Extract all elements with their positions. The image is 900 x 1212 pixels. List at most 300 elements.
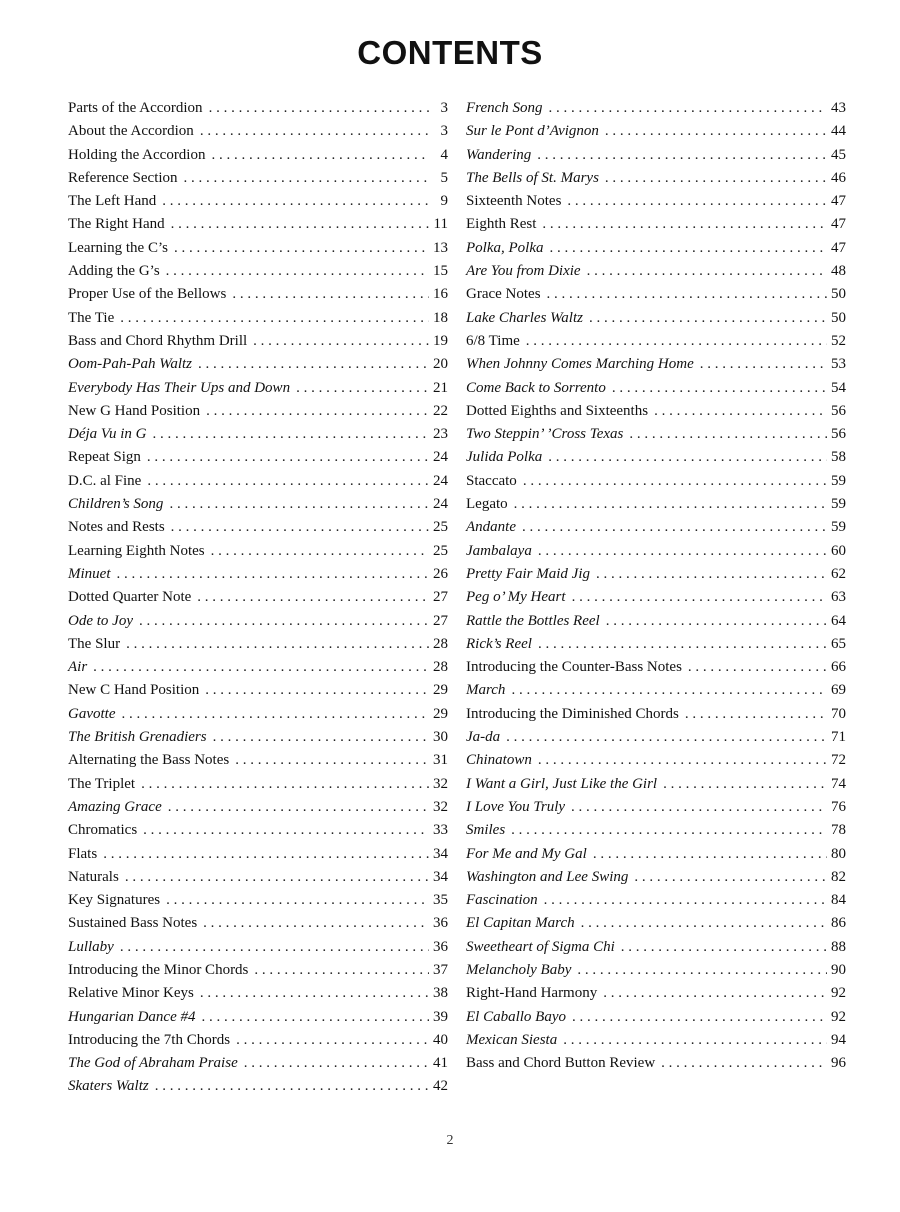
toc-entry-page: 64 [831, 612, 846, 629]
toc-entry-page: 4 [440, 146, 448, 163]
toc-entry [68, 423, 448, 446]
dot-leader [126, 633, 429, 656]
toc-entry [466, 866, 846, 889]
dot-leader [232, 283, 429, 306]
toc-entry-title: Oom-Pah-Pah Waltz [68, 356, 193, 373]
toc-entry [68, 610, 448, 633]
dot-leader [603, 982, 827, 1005]
toc-entry-title: Reference Section [68, 169, 178, 186]
toc-entry [68, 377, 448, 400]
toc-entry-page: 69 [831, 682, 846, 699]
toc-entry [466, 470, 846, 493]
dot-leader [572, 586, 827, 609]
toc-entry [466, 493, 846, 516]
toc-entry-page: 15 [433, 263, 448, 280]
toc-entry [68, 586, 448, 609]
dot-leader [621, 936, 827, 959]
dot-leader [166, 260, 429, 283]
dot-leader [685, 703, 827, 726]
toc-entry-page: 65 [831, 635, 846, 652]
toc-entry-page: 63 [831, 589, 846, 606]
dot-leader [200, 120, 429, 143]
dot-leader [581, 912, 827, 935]
toc-entry-title: Children’s Song [68, 496, 164, 513]
dot-leader [205, 679, 429, 702]
dot-leader [141, 773, 429, 796]
dot-leader [538, 633, 827, 656]
toc-entry-title: Smiles [466, 822, 506, 839]
dot-leader [605, 167, 827, 190]
toc-entry-title: Relative Minor Keys [68, 985, 194, 1002]
toc-entry-title: Gavotte [68, 705, 116, 722]
toc-left-column [68, 97, 448, 1099]
toc-entry-title: Wandering [466, 146, 532, 163]
toc-entry [68, 703, 448, 726]
toc-entry-page: 24 [433, 472, 448, 489]
toc-entry-title: New G Hand Position [68, 402, 201, 419]
toc-entry [466, 1006, 846, 1029]
toc-entry [68, 796, 448, 819]
toc-entry-page: 92 [831, 1008, 846, 1025]
toc-entry-title: The Triplet [68, 775, 136, 792]
toc-entry-title: Minuet [68, 565, 111, 582]
dot-leader [171, 516, 429, 539]
toc-entry [466, 423, 846, 446]
toc-entry-page: 5 [440, 169, 448, 186]
dot-leader [542, 213, 827, 236]
dot-leader [209, 97, 429, 120]
toc-entry-title: 6/8 Time [466, 332, 520, 349]
dot-leader [538, 540, 827, 563]
dot-leader [511, 819, 827, 842]
toc-entry [68, 260, 448, 283]
toc-entry-title: The Right Hand [68, 216, 165, 233]
toc-entry-title: I Want a Girl, Just Like the Girl [466, 775, 658, 792]
dot-leader [168, 796, 429, 819]
toc-entry-page: 45 [831, 146, 846, 163]
toc-entry-page: 50 [831, 286, 846, 303]
toc-entry [68, 283, 448, 306]
dot-leader [117, 563, 430, 586]
toc-entry-page: 34 [433, 868, 448, 885]
toc-entry-title: The Slur [68, 635, 121, 652]
dot-leader [213, 726, 429, 749]
dot-leader [93, 656, 429, 679]
toc-entry-page: 59 [831, 472, 846, 489]
dot-leader [548, 446, 827, 469]
toc-entry-page: 92 [831, 985, 846, 1002]
toc-entry-page: 60 [831, 542, 846, 559]
dot-leader [253, 330, 429, 353]
toc-entry [68, 563, 448, 586]
dot-leader [184, 167, 429, 190]
toc-entry-title: Come Back to Sorrento [466, 379, 606, 396]
toc-entry-title: The God of Abraham Praise [68, 1055, 238, 1072]
dot-leader [514, 493, 827, 516]
toc-entry-title: Staccato [466, 472, 517, 489]
dot-leader [522, 516, 827, 539]
toc-entry-title: For Me and My Gal [466, 845, 587, 862]
toc-entry-page: 3 [440, 100, 448, 116]
toc-entry [466, 213, 846, 236]
toc-entry [68, 656, 448, 679]
toc-entry [68, 237, 448, 260]
toc-entry [68, 97, 448, 120]
toc-entry [68, 516, 448, 539]
toc-entry-title: Introducing the Minor Chords [68, 961, 249, 978]
toc-entry-title: Are You from Dixie [466, 263, 581, 280]
toc-entry-page: 39 [433, 1008, 448, 1025]
toc-entry [68, 330, 448, 353]
toc-entry-title: Chinatown [466, 752, 532, 769]
dot-leader [203, 912, 429, 935]
toc-entry-title: Adding the G’s [68, 263, 160, 280]
toc-entry-title: Bass and Chord Button Review [466, 1055, 656, 1072]
dot-leader [125, 866, 429, 889]
toc-entry-title: Melancholy Baby [466, 961, 572, 978]
toc-entry [68, 400, 448, 423]
dot-leader [567, 190, 827, 213]
toc-entry [68, 982, 448, 1005]
toc-entry-page: 38 [433, 985, 448, 1002]
toc-entry [68, 307, 448, 330]
toc-entry [68, 144, 448, 167]
toc-entry-title: Skaters Waltz [68, 1078, 149, 1095]
toc-entry-page: 36 [433, 915, 448, 932]
toc-entry-title: Parts of the Accordion [68, 100, 203, 116]
toc-entry-title: Rattle the Bottles Reel [466, 612, 600, 629]
toc-entry [466, 307, 846, 330]
dot-leader [200, 982, 429, 1005]
toc-entry-page: 27 [433, 589, 448, 606]
toc-entry-page: 62 [831, 565, 846, 582]
toc-entry-title: Hungarian Dance #4 [68, 1008, 196, 1025]
toc-entry [466, 377, 846, 400]
toc-entry [68, 1052, 448, 1075]
toc-entry-page: 46 [831, 169, 846, 186]
toc-entry [466, 120, 846, 143]
toc-entry [68, 190, 448, 213]
toc-entry [68, 749, 448, 772]
dot-leader [526, 330, 827, 353]
toc-entry [68, 446, 448, 469]
toc-entry-title: Learning Eighth Notes [68, 542, 205, 559]
toc-entry-title: Rick’s Reel [466, 635, 532, 652]
toc-entry-page: 32 [433, 775, 448, 792]
toc-entry-page: 42 [433, 1078, 448, 1095]
toc-entry-page: 50 [831, 309, 846, 326]
toc-entry [466, 773, 846, 796]
toc-entry [466, 726, 846, 749]
dot-leader [634, 866, 827, 889]
dot-leader [244, 1052, 429, 1075]
dot-leader [139, 610, 429, 633]
toc-entry [68, 936, 448, 959]
dot-leader [547, 283, 827, 306]
toc-entry-page: 90 [831, 961, 846, 978]
toc-entry [68, 889, 448, 912]
toc-entry [68, 213, 448, 236]
toc-entry-title: Dotted Quarter Note [68, 589, 192, 606]
toc-entry [466, 796, 846, 819]
dot-leader [593, 843, 827, 866]
toc-entry-page: 76 [831, 798, 846, 815]
toc-entry [68, 679, 448, 702]
toc-entry-title: Learning the C’s [68, 239, 168, 256]
toc-entry-title: Déja Vu in G [68, 426, 147, 443]
toc-entry [466, 1052, 846, 1075]
toc-entry-page: 3 [440, 123, 448, 140]
toc-entry [466, 540, 846, 563]
dot-leader [523, 470, 827, 493]
toc-entry-title: Julida Polka [466, 449, 543, 466]
toc-entry-page: 71 [831, 729, 846, 746]
dot-leader [162, 190, 429, 213]
dot-leader [563, 1029, 827, 1052]
toc-entry-title: Introducing the 7th Chords [68, 1031, 231, 1048]
toc-entry-title: El Capitan March [466, 915, 575, 932]
toc-entry-page: 28 [433, 659, 448, 676]
toc-entry-title: Sustained Bass Notes [68, 915, 198, 932]
toc-entry [68, 167, 448, 190]
dot-leader [120, 307, 429, 330]
toc-entry-title: Two Steppin’ ’Cross Texas [466, 426, 624, 443]
toc-entry-page: 25 [433, 519, 448, 536]
toc-entry-title: Repeat Sign [68, 449, 141, 466]
toc-entry-page: 44 [831, 123, 846, 140]
toc-entry-page: 72 [831, 752, 846, 769]
toc-entry-page: 35 [433, 892, 448, 909]
toc-entry-page: 16 [433, 286, 448, 303]
toc-entry [466, 749, 846, 772]
toc-entry-page: 88 [831, 938, 846, 955]
toc-entry [466, 400, 846, 423]
toc-entry-page: 22 [433, 402, 448, 419]
toc-entry-title: The Bells of St. Marys [466, 169, 599, 186]
toc-entry [68, 540, 448, 563]
toc-entry-title: Holding the Accordion [68, 146, 206, 163]
toc-entry [466, 237, 846, 260]
toc-entry [466, 167, 846, 190]
toc-entry [68, 493, 448, 516]
toc-entry-title: Sur le Pont d’Avignon [466, 123, 599, 140]
toc-entry [466, 703, 846, 726]
toc-entry-page: 18 [433, 309, 448, 326]
dot-leader [629, 423, 827, 446]
toc-entry-title: The Left Hand [68, 193, 157, 210]
toc-entry-title: Grace Notes [466, 286, 541, 303]
toc-entry-title: The Tie [68, 309, 115, 326]
toc-entry [68, 843, 448, 866]
toc-entry-title: El Caballo Bayo [466, 1008, 566, 1025]
dot-leader [147, 446, 429, 469]
toc-entry [68, 726, 448, 749]
dot-leader [206, 400, 429, 423]
toc-entry [466, 283, 846, 306]
dot-leader [197, 586, 429, 609]
toc-entry-page: 24 [433, 496, 448, 513]
dot-leader [537, 144, 827, 167]
toc-entry-page: 23 [433, 426, 448, 443]
toc-entry-page: 32 [433, 798, 448, 815]
toc-entry [466, 353, 846, 376]
dot-leader [121, 703, 429, 726]
dot-leader [211, 540, 429, 563]
toc-entry-page: 29 [433, 682, 448, 699]
toc-entry-title: Dotted Eighths and Sixteenths [466, 402, 649, 419]
toc-entry [68, 120, 448, 143]
toc-entry [466, 260, 846, 283]
dot-leader [549, 237, 827, 260]
dot-leader [120, 936, 429, 959]
toc-entry-page: 47 [831, 216, 846, 233]
toc-entry-title: When Johnny Comes Marching Home [466, 356, 694, 373]
toc-entry-page: 9 [440, 193, 448, 210]
dot-leader [577, 959, 827, 982]
toc-entry-page: 31 [433, 752, 448, 769]
dot-leader [211, 144, 429, 167]
toc-entry-title: Alternating the Bass Notes [68, 752, 230, 769]
dot-leader [596, 563, 827, 586]
toc-entry-title: Sixteenth Notes [466, 193, 562, 210]
toc-entry-page: 13 [433, 239, 448, 256]
toc-entry-page: 82 [831, 868, 846, 885]
dot-leader [688, 656, 827, 679]
toc-entry-title: Washington and Lee Swing [466, 868, 629, 885]
dot-leader [538, 749, 827, 772]
dot-leader [171, 213, 429, 236]
toc-entry [466, 563, 846, 586]
toc-entry-title: Introducing the Diminished Chords [466, 705, 679, 722]
toc-entry [466, 446, 846, 469]
dot-leader [587, 260, 827, 283]
toc-entry-title: Amazing Grace [68, 798, 162, 815]
toc-entry-page: 74 [831, 775, 846, 792]
toc-right-column [466, 97, 846, 1075]
toc-entry-title: Introducing the Counter-Bass Notes [466, 659, 682, 676]
toc-entry-title: Key Signatures [68, 892, 161, 909]
toc-entry-page: 47 [831, 193, 846, 210]
toc-entry-title: Sweetheart of Sigma Chi [466, 938, 615, 955]
dot-leader [147, 470, 429, 493]
dot-leader [549, 97, 827, 120]
toc-entry [68, 1075, 448, 1098]
toc-entry [466, 586, 846, 609]
dot-leader [236, 1029, 429, 1052]
toc-entry-title: French Song [466, 100, 543, 116]
toc-entry [68, 470, 448, 493]
toc-entry [466, 1029, 846, 1052]
toc-entry-page: 41 [433, 1055, 448, 1072]
dot-leader [606, 610, 827, 633]
toc-entry [68, 912, 448, 935]
toc-entry-page: 29 [433, 705, 448, 722]
dot-leader [663, 773, 827, 796]
toc-entry-title: Peg o’ My Heart [466, 589, 566, 606]
toc-entry-page: 47 [831, 239, 846, 256]
dot-leader [511, 679, 827, 702]
dot-leader [572, 1006, 827, 1029]
dot-leader [169, 493, 429, 516]
dot-leader [506, 726, 827, 749]
toc-entry [466, 633, 846, 656]
toc-entry-title: Eighth Rest [466, 216, 537, 233]
dot-leader [605, 120, 827, 143]
toc-entry [466, 97, 846, 120]
toc-entry-page: 20 [433, 356, 448, 373]
toc-entry-title: Polka, Polka [466, 239, 544, 256]
toc-entry-page: 11 [433, 216, 448, 233]
toc-entry-page: 52 [831, 332, 846, 349]
toc-entry-page: 25 [433, 542, 448, 559]
toc-entry [466, 982, 846, 1005]
toc-entry-page: 43 [831, 100, 846, 116]
dot-leader [296, 377, 429, 400]
toc-entry-page: 53 [831, 356, 846, 373]
toc-entry [466, 912, 846, 935]
toc-entry-page: 48 [831, 263, 846, 280]
toc-entry-title: Naturals [68, 868, 119, 885]
toc-entry [466, 610, 846, 633]
dot-leader [166, 889, 429, 912]
toc-entry-title: Everybody Has Their Ups and Down [68, 379, 291, 396]
toc-entry [68, 353, 448, 376]
toc-entry [466, 889, 846, 912]
toc-entry-page: 56 [831, 426, 846, 443]
toc-entry-title: D.C. al Fine [68, 472, 142, 489]
toc-entry-page: 78 [831, 822, 846, 839]
toc-entry-title: Ja-da [466, 729, 501, 746]
toc-entry-page: 26 [433, 565, 448, 582]
dot-leader [202, 1006, 430, 1029]
toc-entry-title: Right-Hand Harmony [466, 985, 598, 1002]
toc-entry-title: Fascination [466, 892, 538, 909]
toc-entry [68, 773, 448, 796]
toc-entry-title: Lake Charles Waltz [466, 309, 583, 326]
dot-leader [174, 237, 429, 260]
toc-entry [68, 959, 448, 982]
dot-leader [589, 307, 827, 330]
dot-leader [544, 889, 827, 912]
toc-entry-page: 58 [831, 449, 846, 466]
toc-entry [466, 516, 846, 539]
toc-entry-page: 84 [831, 892, 846, 909]
toc-entry [466, 936, 846, 959]
toc-entry-title: Chromatics [68, 822, 138, 839]
dot-leader [654, 400, 827, 423]
toc-entry-page: 59 [831, 496, 846, 513]
toc-entry-title: Ode to Joy [68, 612, 133, 629]
toc-entry-title: March [466, 682, 506, 699]
toc-entry-page: 59 [831, 519, 846, 536]
dot-leader [103, 843, 429, 866]
toc-entry-title: Notes and Rests [68, 519, 165, 536]
toc-entry-page: 36 [433, 938, 448, 955]
page-number: 2 [446, 1133, 454, 1148]
toc-entry-page: 66 [831, 659, 846, 676]
toc-entry-page: 33 [433, 822, 448, 839]
toc-entry [466, 679, 846, 702]
toc-entry-title: Lullaby [68, 938, 114, 955]
dot-leader [155, 1075, 429, 1098]
toc-entry [466, 330, 846, 353]
toc-entry-page: 94 [831, 1031, 846, 1048]
toc-entry-title: New C Hand Position [68, 682, 200, 699]
toc-entry-title: Legato [466, 496, 508, 513]
toc-entry-page: 40 [433, 1031, 448, 1048]
toc-entry [466, 190, 846, 213]
toc-entry [466, 843, 846, 866]
